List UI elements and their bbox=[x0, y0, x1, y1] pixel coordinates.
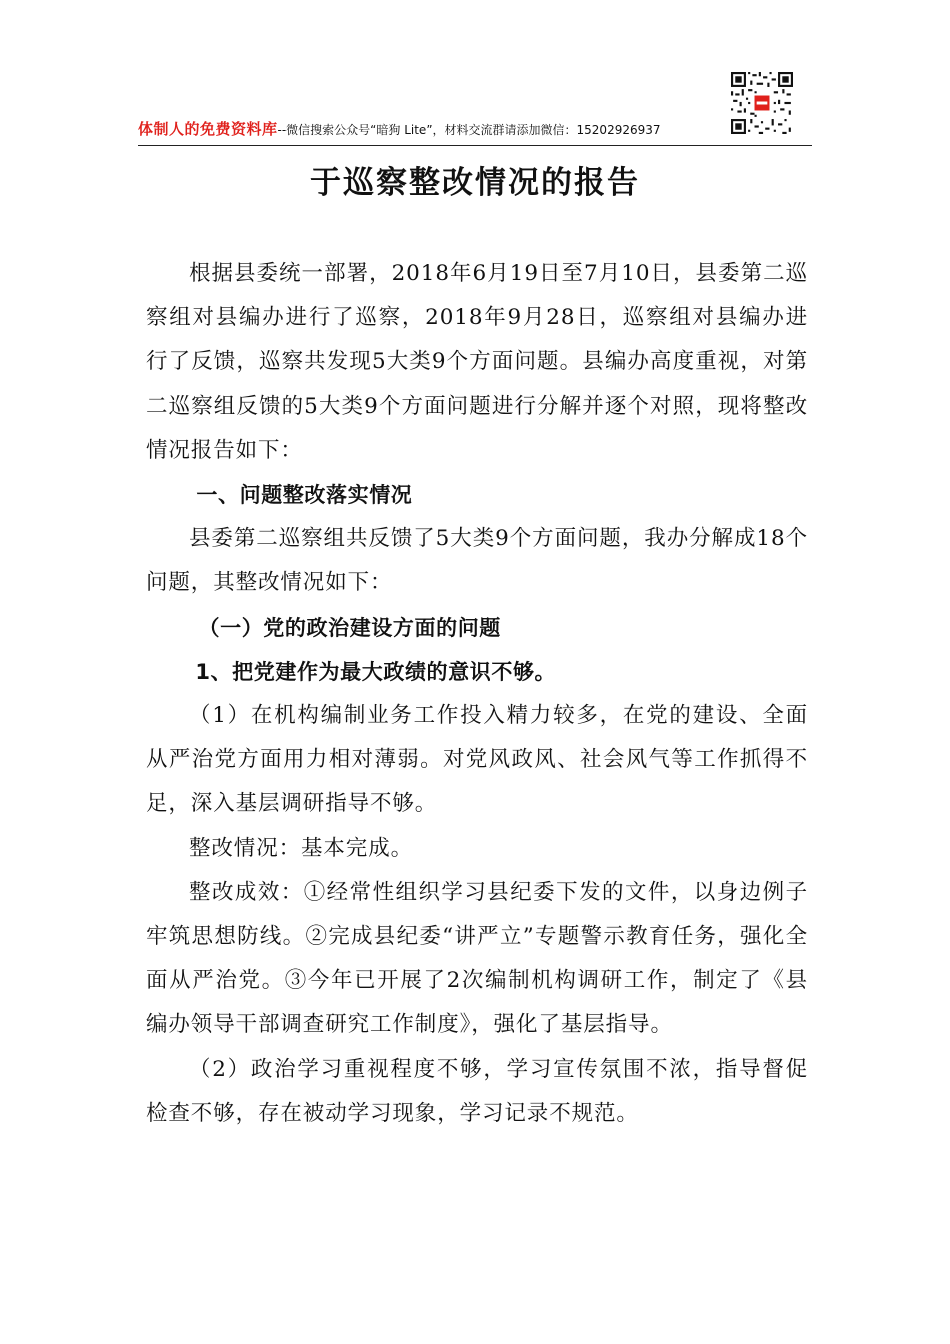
item-heading: 1、把党建作为最大政绩的意识不够。 bbox=[195, 659, 557, 684]
section-paragraph: 县委第二巡察组共反馈了5大类9个方面问题，我办分解成18个问题，其整改情况如下： bbox=[146, 526, 808, 596]
document-title: 于巡察整改情况的报告 bbox=[310, 165, 640, 201]
effect-paragraph: 整改成效：①经常性组织学习县纪委下发的文件，以身边例子牢筑思想防线。②完成县纪委“讲严立”专题警示教育任务，强化全面从严治党。③今年已开展了2次编制机构调研工作，制定了《县编办领导干部调查研究工作制度》，强化了基层指导。 bbox=[146, 879, 808, 1038]
status-paragraph: 整改情况：基本完成。 bbox=[189, 835, 414, 861]
section-heading: 一、问题整改落实情况 bbox=[196, 483, 413, 508]
brand-text: 体制人的免费资料库 bbox=[138, 120, 278, 138]
document-body bbox=[146, 252, 808, 1136]
issue-paragraph: （2）政治学习重视程度不够，学习宣传氛围不浓，指导督促检查不够，存在被动学习现象，学习记录不规范。 bbox=[146, 1056, 808, 1126]
header-note: --微信搜索公众号“暗狗 Lite”，材料交流群请添加微信：15202926937 bbox=[277, 123, 661, 137]
header-divider bbox=[138, 145, 812, 146]
intro-paragraph: 根据县委统一部署，2018年6月19日至7月10日，县委第二巡察组对县编办进行了巡察，2018年9月28日，巡察组对县编办进行了反馈，巡察共发现5大类9个方面问题。县编办高度重视，对第二巡察组反馈的5大类9个方面问题进行分解并逐个对照，现将整改情况报告如下： bbox=[146, 261, 808, 463]
subsection-heading: （一）党的政治建设方面的问题 bbox=[198, 615, 501, 640]
page-header bbox=[138, 118, 810, 144]
issue-paragraph: （1）在机构编制业务工作投入精力较多，在党的建设、全面从严治党方面用力相对薄弱。对党风政风、社会风气等工作抓得不足，深入基层调研指导不够。 bbox=[146, 703, 808, 817]
